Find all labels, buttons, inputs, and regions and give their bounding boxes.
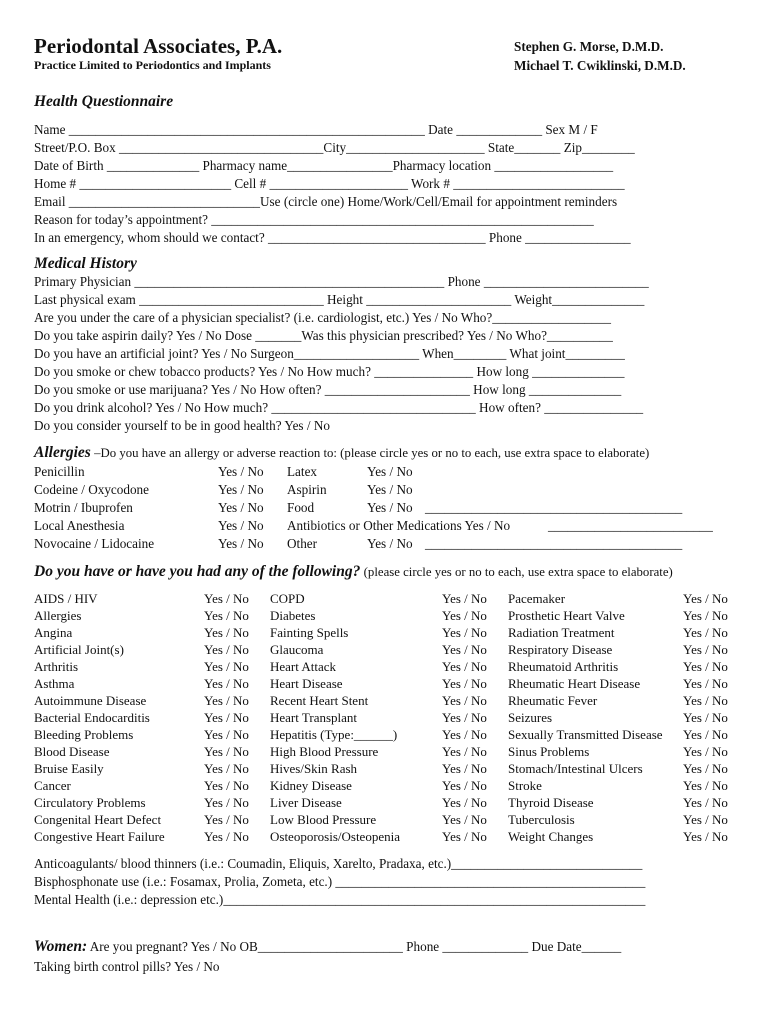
condition-yes-no[interactable]: Yes / No (683, 727, 728, 742)
women-pregnancy-line (34, 938, 621, 955)
condition-yes-no[interactable]: Yes / No (204, 659, 249, 674)
allergies-instructions: –Do you have an allergy or adverse reaction to: (please circle yes or no to each, use extra space to elaborate) (94, 446, 650, 460)
allergy-yes-no[interactable]: Yes / No (218, 500, 264, 515)
condition-yes-no[interactable]: Yes / No (442, 659, 487, 674)
condition-yes-no[interactable]: Yes / No (442, 744, 487, 759)
condition-name: Recent Heart Stent (270, 693, 369, 708)
medical-history-heading: Medical History (34, 255, 137, 272)
allergy-name: Food (287, 500, 315, 515)
condition-name: Stroke (508, 778, 542, 793)
condition-yes-no[interactable]: Yes / No (204, 778, 249, 793)
condition-yes-no[interactable]: Yes / No (204, 744, 249, 759)
condition-name: Bacterial Endocarditis (34, 710, 150, 725)
allergy-elaborate-field[interactable]: _______________________________________ (425, 536, 683, 551)
condition-name: Respiratory Disease (508, 642, 613, 657)
condition-name: Heart Disease (270, 676, 343, 691)
condition-name: Arthritis (34, 659, 79, 674)
condition-yes-no[interactable]: Yes / No (204, 829, 249, 844)
condition-yes-no[interactable]: Yes / No (204, 608, 249, 623)
medical-field-line[interactable]: Do you take aspirin daily? Yes / No Dose _______Was this physician prescribed? Yes / No Who?__________ (34, 328, 613, 343)
health-field-line[interactable]: Name ______________________________________________________ Date _____________ Sex M / F (34, 122, 598, 137)
condition-yes-no[interactable]: Yes / No (442, 642, 487, 657)
condition-name: Prosthetic Heart Valve (508, 608, 625, 623)
allergies-header (34, 444, 649, 462)
condition-name: Circulatory Problems (34, 795, 146, 810)
condition-name: Low Blood Pressure (270, 812, 377, 827)
condition-yes-no[interactable]: Yes / No (204, 693, 249, 708)
allergy-yes-no[interactable]: Yes / No (218, 518, 264, 533)
pregnancy-question[interactable]: Are you pregnant? Yes / No OB______________________ Phone _____________ Due Date______ (89, 939, 622, 954)
condition-yes-no[interactable]: Yes / No (683, 659, 728, 674)
condition-name: Heart Attack (270, 659, 337, 674)
condition-name: Kidney Disease (270, 778, 352, 793)
condition-name: Sinus Problems (508, 744, 590, 759)
allergy-name: Aspirin (287, 482, 327, 497)
medication-field-line[interactable]: Mental Health (i.e.: depression etc.)________________________________________________________________ (34, 892, 646, 907)
condition-name: High Blood Pressure (270, 744, 379, 759)
condition-yes-no[interactable]: Yes / No (683, 625, 728, 640)
condition-name: Congenital Heart Defect (34, 812, 162, 827)
women-label: Women: (34, 938, 88, 955)
condition-yes-no[interactable]: Yes / No (683, 693, 728, 708)
health-field-line[interactable]: Street/P.O. Box _______________________________City_____________________ State_______ Zip________ (34, 140, 635, 155)
allergies-heading: Allergies (34, 444, 91, 461)
condition-name: Fainting Spells (270, 625, 349, 640)
health-questionnaire-heading: Health Questionnaire (34, 93, 174, 110)
allergy-yes-no[interactable]: Yes / No (367, 500, 413, 515)
health-field-line[interactable]: Email _____________________________Use (circle one) Home/Work/Cell/Email for appointment reminders (34, 194, 618, 209)
condition-name: Radiation Treatment (508, 625, 615, 640)
condition-yes-no[interactable]: Yes / No (683, 676, 728, 691)
condition-name: Artificial Joint(s) (34, 642, 124, 657)
condition-yes-no[interactable]: Yes / No (442, 778, 487, 793)
condition-yes-no[interactable]: Yes / No (204, 642, 249, 657)
medication-field-line[interactable]: Anticoagulants/ blood thinners (i.e.: Coumadin, Eliquis, Xarelto, Pradaxa, etc.)_____________________________ (34, 856, 643, 871)
conditions-instructions: (please circle yes or no to each, use extra space to elaborate) (363, 565, 673, 579)
allergy-yes-no[interactable]: Yes / No (218, 536, 264, 551)
condition-name: Allergies (34, 608, 82, 623)
condition-name: Asthma (34, 676, 75, 691)
condition-yes-no[interactable]: Yes / No (442, 829, 487, 844)
condition-name: Heart Transplant (270, 710, 358, 725)
allergy-name: Penicillin (34, 464, 85, 479)
condition-name: Osteoporosis/Osteopenia (270, 829, 400, 844)
condition-name: Seizures (508, 710, 553, 725)
condition-name: COPD (270, 591, 305, 606)
condition-yes-no[interactable]: Yes / No (442, 761, 487, 776)
condition-yes-no[interactable]: Yes / No (204, 812, 249, 827)
allergy-elaborate-field[interactable]: _________________________ (548, 518, 713, 533)
condition-yes-no[interactable]: Yes / No (683, 744, 728, 759)
allergy-yes-no[interactable]: Yes / No (218, 464, 264, 479)
condition-yes-no[interactable]: Yes / No (683, 591, 728, 606)
practice-tagline: Practice Limited to Periodontics and Implants (34, 58, 271, 72)
health-field-line[interactable]: Reason for today’s appointment? __________________________________________________________ (34, 212, 594, 227)
condition-yes-no[interactable]: Yes / No (442, 676, 487, 691)
doctor-name-1: Stephen G. Morse, D.M.D. (514, 39, 664, 54)
condition-name: Congestive Heart Failure (34, 829, 165, 844)
condition-yes-no[interactable]: Yes / No (683, 829, 728, 844)
allergy-elaborate-field[interactable]: _______________________________________ (425, 500, 683, 515)
condition-name: AIDS / HIV (34, 591, 98, 606)
condition-yes-no[interactable]: Yes / No (442, 693, 487, 708)
condition-name: Tuberculosis (508, 812, 575, 827)
condition-yes-no[interactable]: Yes / No (204, 591, 249, 606)
condition-name: Bleeding Problems (34, 727, 134, 742)
condition-yes-no[interactable]: Yes / No (442, 608, 487, 623)
medical-field-line[interactable]: Do you smoke or chew tobacco products? Yes / No How much? _______________ How long ______________ (34, 364, 625, 379)
condition-name: Hepatitis (Type:______) (270, 727, 398, 742)
condition-yes-no[interactable]: Yes / No (442, 625, 487, 640)
health-field-line[interactable]: Home # _______________________ Cell # _____________________ Work # __________________________ (34, 176, 625, 191)
condition-yes-no[interactable]: Yes / No (204, 795, 249, 810)
health-field-line[interactable]: In an emergency, whom should we contact? _________________________________ Phone ________________ (34, 230, 631, 245)
condition-yes-no[interactable]: Yes / No (442, 727, 487, 742)
birth-control-question[interactable]: Taking birth control pills? Yes / No (34, 959, 220, 974)
allergy-yes-no[interactable]: Yes / No (367, 536, 413, 551)
medication-field-line[interactable]: Bisphosphonate use (i.e.: Fosamax, Prolia, Zometa, etc.) _______________________________________________ (34, 874, 646, 889)
condition-yes-no[interactable]: Yes / No (683, 642, 728, 657)
medical-field-line[interactable]: Do you drink alcohol? Yes / No How much? _______________________________ How often? _______________ (34, 400, 644, 415)
condition-yes-no[interactable]: Yes / No (683, 795, 728, 810)
condition-name: Liver Disease (270, 795, 342, 810)
condition-yes-no[interactable]: Yes / No (204, 676, 249, 691)
condition-yes-no[interactable]: Yes / No (683, 812, 728, 827)
condition-name: Pacemaker (508, 591, 566, 606)
condition-name: Rheumatic Fever (508, 693, 598, 708)
condition-yes-no[interactable]: Yes / No (204, 761, 249, 776)
condition-name: Cancer (34, 778, 71, 793)
doctor-name-2: Michael T. Cwiklinski, D.M.D. (514, 58, 686, 73)
condition-yes-no[interactable]: Yes / No (442, 710, 487, 725)
condition-name: Rheumatoid Arthritis (508, 659, 619, 674)
allergy-name: Antibiotics or Other Medications Yes / No (287, 518, 511, 533)
condition-name: Autoimmune Disease (34, 693, 147, 708)
conditions-heading: Do you have or have you had any of the following? (34, 563, 361, 580)
condition-name: Stomach/Intestinal Ulcers (508, 761, 643, 776)
allergy-yes-no[interactable]: Yes / No (367, 464, 413, 479)
condition-yes-no[interactable]: Yes / No (442, 591, 487, 606)
condition-yes-no[interactable]: Yes / No (442, 812, 487, 827)
condition-yes-no[interactable]: Yes / No (204, 625, 249, 640)
allergy-yes-no[interactable]: Yes / No (218, 482, 264, 497)
allergy-name: Novocaine / Lidocaine (34, 536, 155, 551)
condition-yes-no[interactable]: Yes / No (204, 710, 249, 725)
medical-field-line[interactable]: Last physical exam ____________________________ Height ______________________ Weight______________ (34, 292, 645, 307)
condition-yes-no[interactable]: Yes / No (683, 778, 728, 793)
allergy-name: Local Anesthesia (34, 518, 125, 533)
condition-yes-no[interactable]: Yes / No (683, 761, 728, 776)
condition-name: Blood Disease (34, 744, 110, 759)
condition-yes-no[interactable]: Yes / No (442, 795, 487, 810)
practice-name: Periodontal Associates, P.A. (34, 34, 283, 58)
condition-name: Rheumatic Heart Disease (508, 676, 641, 691)
condition-name: Thyroid Disease (508, 795, 594, 810)
medical-field-line[interactable]: Do you consider yourself to be in good health? Yes / No (34, 418, 330, 433)
allergy-name: Codeine / Oxycodone (34, 482, 149, 497)
condition-name: Bruise Easily (34, 761, 104, 776)
conditions-header (34, 563, 673, 581)
condition-name: Sexually Transmitted Disease (508, 727, 663, 742)
health-field-line[interactable]: Date of Birth ______________ Pharmacy name________________Pharmacy location __________________ (34, 158, 614, 173)
condition-name: Hives/Skin Rash (270, 761, 358, 776)
condition-yes-no[interactable]: Yes / No (683, 608, 728, 623)
allergy-name: Motrin / Ibuprofen (34, 500, 133, 515)
medical-field-line[interactable]: Primary Physician _______________________________________________ Phone _________________________ (34, 274, 649, 289)
condition-name: Glaucoma (270, 642, 324, 657)
condition-name: Diabetes (270, 608, 316, 623)
allergy-yes-no[interactable]: Yes / No (367, 482, 413, 497)
medical-field-line[interactable]: Do you smoke or use marijuana? Yes / No How often? ______________________ How long ______________ (34, 382, 622, 397)
condition-yes-no[interactable]: Yes / No (683, 710, 728, 725)
allergy-name: Latex (287, 464, 318, 479)
condition-name: Angina (34, 625, 73, 640)
medical-field-line[interactable]: Are you under the care of a physician specialist? (i.e. cardiologist, etc.) Yes / No Who?__________________ (34, 310, 611, 325)
allergy-name: Other (287, 536, 318, 551)
medical-field-line[interactable]: Do you have an artificial joint? Yes / No Surgeon___________________ When________ What joint_________ (34, 346, 625, 361)
condition-yes-no[interactable]: Yes / No (204, 727, 249, 742)
condition-name: Weight Changes (508, 829, 594, 844)
